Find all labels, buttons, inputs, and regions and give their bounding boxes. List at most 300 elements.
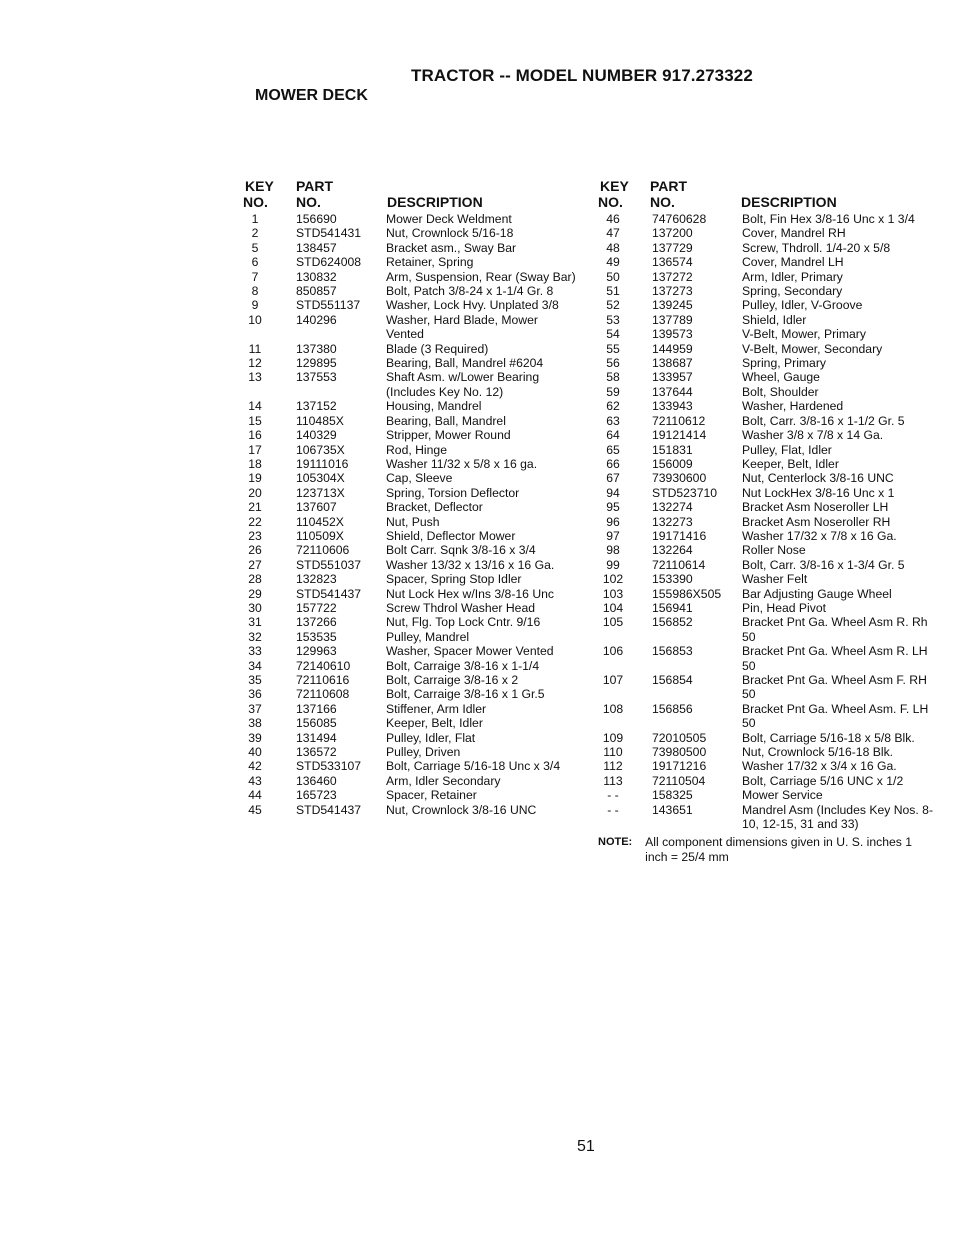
key-number: 8	[251, 284, 259, 299]
key-number: 53	[606, 312, 620, 327]
parts-list-right	[598, 212, 933, 831]
part-number: 156085	[296, 716, 337, 731]
key-number: 94	[606, 485, 620, 500]
part-description: Spacer, Retainer	[386, 788, 477, 803]
part-number: 129895	[296, 356, 337, 371]
key-number: 67	[606, 471, 620, 486]
key-number: 103	[602, 586, 624, 601]
part-number: 156941	[652, 600, 693, 615]
part-row	[598, 731, 933, 745]
part-number: 72110606	[296, 543, 350, 558]
part-description: Mandrel Asm (Includes Key Nos. 8-10, 12-15, 31 and 33)	[742, 802, 934, 832]
dimension-note	[598, 835, 933, 864]
key-number: 32	[248, 629, 262, 644]
key-number: 43	[248, 773, 262, 788]
part-row	[243, 587, 578, 601]
part-description: Arm, Suspension, Rear (Sway Bar)	[386, 269, 576, 284]
part-description: Bolt, Carraige 3/8-16 x 1 Gr.5	[386, 687, 545, 702]
part-number: STD541431	[296, 226, 362, 241]
part-description: Washer, Hard Blade, Mower Vented	[386, 312, 538, 342]
key-number: 64	[606, 428, 620, 443]
part-description: Shaft Asm. w/Lower Bearing (Includes Key No. 12)	[386, 370, 540, 399]
part-row	[243, 270, 578, 284]
key-number: 30	[248, 600, 262, 615]
part-description: Rod, Hinge	[386, 442, 447, 457]
part-number: 143651	[652, 802, 693, 817]
part-description: Bolt, Carriage 5/16-18 Unc x 3/4	[386, 759, 561, 774]
part-description: Bar Adjusting Gauge Wheel	[742, 586, 892, 601]
part-description: Stiffener, Arm Idler	[386, 701, 487, 716]
part-row	[598, 759, 933, 773]
part-description: Blade (3 Required)	[386, 341, 489, 356]
part-number: 137553	[296, 370, 337, 385]
part-row	[598, 428, 933, 442]
part-description: Pulley, Idler, Flat	[386, 730, 476, 745]
part-number: 19171416	[652, 528, 707, 543]
part-description: Bracket Pnt Ga. Wheel Asm. F. LH 50	[742, 701, 929, 731]
part-number: 140329	[296, 428, 337, 443]
part-row	[243, 659, 578, 673]
part-number: 74760628	[652, 212, 707, 226]
key-number: 102	[602, 572, 624, 587]
part-description: Bolt, Carraige 3/8-16 x 2	[386, 673, 519, 687]
part-number: 72110504	[652, 773, 706, 788]
part-description: Bracket Pnt Ga. Wheel Asm R. LH 50	[742, 644, 928, 673]
part-description: Washer 11/32 x 5/8 x 16 ga.	[386, 456, 538, 471]
key-number: 33	[248, 644, 262, 659]
part-number: 133957	[652, 370, 693, 385]
part-description: Pin, Head Pivot	[742, 600, 827, 615]
parts-column-left	[243, 178, 578, 817]
part-number: 72140610	[296, 658, 351, 673]
part-description: Nut, Crownlock 5/16-18 Blk.	[742, 745, 894, 760]
part-row	[598, 241, 933, 255]
part-number: STD541437	[296, 802, 362, 817]
part-row	[598, 486, 933, 500]
part-number: 19111016	[296, 456, 349, 471]
key-number: 45	[248, 802, 262, 817]
column-headers-left	[243, 178, 578, 212]
note-label: NOTE:	[598, 836, 633, 849]
part-row	[243, 457, 578, 471]
part-number: 72110612	[652, 413, 706, 428]
part-row	[243, 630, 578, 644]
part-row	[243, 298, 578, 312]
part-number: 156852	[652, 615, 693, 630]
key-number: 16	[248, 428, 262, 443]
key-number: 23	[248, 528, 262, 543]
part-description: Bolt, Patch 3/8-24 x 1-1/4 Gr. 8	[386, 284, 554, 299]
key-number: 107	[602, 673, 624, 687]
part-description: Mower Service	[742, 788, 823, 803]
part-number: 153535	[296, 629, 337, 644]
part-number: 139573	[652, 327, 693, 342]
part-header: PART	[296, 178, 334, 194]
parts-column-right	[598, 178, 933, 864]
part-row	[243, 414, 578, 428]
key-number: 18	[248, 456, 262, 471]
key-number: 10	[248, 312, 262, 327]
part-description: Washer 3/8 x 7/8 x 14 Ga.	[742, 428, 884, 443]
part-number: 110509X	[296, 528, 344, 543]
part-row	[243, 572, 578, 586]
column-headers-right	[598, 178, 933, 212]
part-number: 132264	[652, 543, 693, 558]
part-row	[243, 788, 578, 802]
key-number: 21	[248, 500, 262, 515]
part-description: Pulley, Mandrel	[386, 629, 470, 644]
part-description: Nut Lock Hex w/Ins 3/8-16 Unc	[386, 586, 554, 601]
key-number: 36	[248, 687, 262, 702]
part-description: Washer Felt	[742, 572, 808, 587]
key-number: 51	[606, 284, 620, 299]
part-header: PART	[650, 178, 688, 194]
note-text: All component dimensions given in U. S. inches 1 inch = 25/4 mm	[645, 835, 913, 864]
part-description: Pulley, Driven	[386, 745, 461, 760]
part-number: 136460	[296, 773, 337, 788]
part-number: 151831	[652, 442, 693, 457]
part-description: Shield, Idler	[742, 312, 807, 327]
part-number: 73930600	[652, 471, 707, 486]
part-row	[598, 543, 933, 557]
part-row	[598, 270, 933, 284]
part-row	[243, 745, 578, 759]
part-number: 130832	[296, 269, 337, 284]
part-description: Bracket Asm Noseroller LH	[742, 500, 889, 515]
part-row	[243, 428, 578, 442]
part-number: 72010505	[652, 730, 707, 745]
part-number: 19121414	[652, 428, 707, 443]
part-description: Washer, Spacer Mower Vented	[386, 644, 554, 659]
part-row	[598, 471, 933, 485]
part-number: 123713X	[296, 485, 345, 500]
part-row	[598, 601, 933, 615]
part-number: 156009	[652, 456, 693, 471]
part-row	[598, 356, 933, 370]
part-description: Cap, Sleeve	[386, 471, 453, 486]
part-number: 137166	[296, 701, 337, 716]
part-number: 137152	[296, 399, 337, 414]
part-description: Pulley, Idler, V-Groove	[742, 298, 863, 313]
part-number: 137380	[296, 341, 337, 356]
key-number: 109	[602, 730, 624, 745]
part-number: STD541437	[296, 586, 362, 601]
part-description: Nut, Crownlock 3/8-16 UNC	[386, 802, 537, 817]
key-number: 62	[606, 399, 620, 414]
part-number: 132273	[652, 514, 693, 529]
part-description: Keeper, Belt, Idler	[386, 716, 483, 731]
part-row	[243, 226, 578, 240]
part-row	[243, 241, 578, 255]
part-row	[598, 414, 933, 428]
part-row	[243, 486, 578, 500]
part-number: 137644	[652, 384, 693, 399]
part-row	[598, 284, 933, 298]
key-number: 46	[606, 212, 620, 226]
key-number: 56	[606, 356, 620, 371]
part-number: 153390	[652, 572, 693, 587]
key-number: 11	[248, 341, 262, 356]
part-description: Bracket asm., Sway Bar	[386, 240, 517, 255]
part-row	[598, 803, 933, 832]
part-number: 155986X505	[652, 586, 722, 601]
part-description: Bolt Carr. Sqnk 3/8-16 x 3/4	[386, 543, 536, 558]
part-row	[598, 399, 933, 413]
key-number: - -	[607, 788, 619, 803]
part-row	[243, 759, 578, 773]
part-number: 157722	[296, 600, 337, 615]
part-description: V-Belt, Mower, Secondary	[742, 341, 883, 356]
key-number: 1	[251, 212, 259, 226]
part-row	[243, 500, 578, 514]
part-description: Bracket Pnt Ga. Wheel Asm R. Rh 50	[742, 615, 928, 644]
part-description: Screw, Thdroll. 1/4-20 x 5/8	[742, 240, 891, 255]
part-row	[598, 226, 933, 240]
key-number: 50	[606, 269, 620, 284]
part-description: Nut, Push	[386, 514, 440, 529]
part-description: Bolt, Carriage 5/16-18 x 5/8 Blk.	[742, 730, 915, 745]
part-description: Shield, Deflector Mower	[386, 528, 516, 543]
part-number: 156856	[652, 701, 693, 716]
part-description: Arm, Idler Secondary	[386, 773, 501, 788]
key-number: 13	[248, 370, 262, 385]
part-description: Nut LockHex 3/8-16 Unc x 1	[742, 485, 895, 500]
part-description: Nut, Centerlock 3/8-16 UNC	[742, 471, 894, 486]
key-number: 49	[606, 255, 620, 270]
key-number: 35	[248, 673, 262, 687]
key-number: 105	[602, 615, 624, 630]
part-row	[243, 370, 578, 399]
part-description: Washer 17/32 x 3/4 x 16 Ga.	[742, 759, 897, 774]
part-row	[598, 529, 933, 543]
part-description: Spacer, Spring Stop Idler	[386, 572, 522, 587]
part-row	[598, 673, 933, 702]
key-number: 47	[606, 226, 620, 241]
part-row	[598, 342, 933, 356]
part-description: Wheel, Gauge	[742, 370, 820, 385]
part-row	[598, 745, 933, 759]
part-description: Bearing, Ball, Mandrel #6204	[386, 356, 544, 371]
key-number: 12	[248, 356, 262, 371]
part-description: Cover, Mandrel LH	[742, 255, 844, 270]
key-number: 40	[248, 745, 262, 760]
part-row	[243, 529, 578, 543]
part-row	[243, 284, 578, 298]
part-number: 137200	[652, 226, 693, 241]
part-number: 129963	[296, 644, 337, 659]
key-no-header: NO.	[598, 194, 623, 210]
part-row	[243, 601, 578, 615]
key-number: 27	[248, 557, 262, 572]
part-number: STD533107	[296, 759, 362, 774]
key-number: 95	[606, 500, 620, 515]
part-description: Bracket Pnt Ga. Wheel Asm F. RH 50	[742, 673, 927, 702]
part-number: STD523710	[652, 485, 718, 500]
part-description: Bearing, Ball, Mandrel	[386, 413, 506, 428]
part-row	[598, 558, 933, 572]
part-number: 138687	[652, 356, 693, 371]
part-row	[243, 687, 578, 701]
part-description: Washer, Lock Hvy. Unplated 3/8	[386, 298, 559, 313]
part-number: 140296	[296, 312, 337, 327]
key-header: KEY	[600, 178, 629, 194]
part-description: Washer, Hardened	[742, 399, 844, 414]
part-row	[598, 644, 933, 673]
part-number: 137273	[652, 284, 693, 299]
part-description: Bolt, Carriage 5/16 UNC x 1/2	[742, 773, 904, 788]
part-row	[243, 515, 578, 529]
part-row	[598, 443, 933, 457]
key-number: 7	[251, 269, 259, 284]
key-header: KEY	[245, 178, 274, 194]
key-number: 99	[606, 557, 620, 572]
part-number: 136574	[652, 255, 693, 270]
part-row	[243, 255, 578, 269]
key-number: 29	[248, 586, 262, 601]
part-description: Pulley, Flat, Idler	[742, 442, 832, 457]
key-number: 14	[248, 399, 262, 414]
part-row	[598, 515, 933, 529]
part-no-header: NO.	[650, 194, 675, 210]
part-description: Spring, Secondary	[742, 284, 843, 299]
part-row	[243, 212, 578, 226]
part-description: Washer 13/32 x 13/16 x 16 Ga.	[386, 557, 555, 572]
part-description: Cover, Mandrel RH	[742, 226, 846, 241]
key-number: 34	[248, 658, 262, 673]
part-row	[598, 313, 933, 327]
part-number: 106735X	[296, 442, 345, 457]
page-number: 51	[577, 1138, 595, 1155]
description-header: DESCRIPTION	[387, 194, 483, 210]
part-description: Housing, Mandrel	[386, 399, 482, 414]
key-number: 17	[248, 442, 262, 457]
part-description: Keeper, Belt, Idler	[742, 456, 839, 471]
part-description: Arm, Idler, Primary	[742, 269, 843, 284]
page-title: TRACTOR -- MODEL NUMBER 917.273322	[411, 66, 753, 85]
key-number: 54	[606, 327, 620, 342]
part-number: STD551037	[296, 557, 362, 572]
key-number: 9	[251, 298, 259, 313]
part-number: 137789	[652, 312, 693, 327]
part-row	[598, 370, 933, 384]
key-number: 66	[606, 456, 620, 471]
part-description: Bracket Asm Noseroller RH	[742, 514, 891, 529]
key-number: 6	[251, 255, 259, 270]
part-row	[598, 212, 933, 226]
part-row	[598, 702, 933, 731]
part-number: 137607	[296, 500, 337, 515]
part-description: V-Belt, Mower, Primary	[742, 327, 866, 342]
part-row	[243, 702, 578, 716]
part-row	[243, 313, 578, 342]
key-number: 20	[248, 485, 262, 500]
part-number: 144959	[652, 341, 693, 356]
key-number: 104	[602, 600, 624, 615]
part-number: 110485X	[296, 413, 344, 428]
key-number: 106	[602, 644, 624, 659]
key-number: 2	[251, 226, 259, 241]
key-number: 55	[606, 341, 620, 356]
part-row	[598, 500, 933, 514]
part-row	[243, 543, 578, 557]
part-row	[243, 731, 578, 745]
part-description: Bolt, Fin Hex 3/8-16 Unc x 1 3/4	[742, 212, 915, 226]
part-row	[243, 399, 578, 413]
part-number: 137266	[296, 615, 337, 630]
part-row	[243, 471, 578, 485]
part-row	[598, 587, 933, 601]
part-description: Stripper, Mower Round	[386, 428, 511, 443]
key-number: 37	[248, 701, 262, 716]
part-number: 156853	[652, 644, 693, 659]
part-description: Bolt, Carr. 3/8-16 x 1-1/2 Gr. 5	[742, 413, 905, 428]
key-number: 97	[606, 528, 620, 543]
key-number: 59	[606, 384, 620, 399]
key-number: 38	[248, 716, 262, 731]
part-row	[243, 673, 578, 687]
part-number: 138457	[296, 240, 337, 255]
part-row	[243, 615, 578, 629]
part-number: 72110614	[652, 557, 706, 572]
part-number: 165723	[296, 788, 337, 803]
key-number: 48	[606, 240, 620, 255]
key-number: 15	[248, 413, 262, 428]
parts-list-left	[243, 212, 578, 817]
part-number: 132823	[296, 572, 337, 587]
part-row	[243, 342, 578, 356]
key-number: 19	[248, 471, 262, 486]
part-number: 139245	[652, 298, 693, 313]
part-number: 156690	[296, 212, 337, 226]
part-description: Retainer, Spring	[386, 255, 474, 270]
key-number: 108	[602, 701, 624, 716]
key-number: 58	[606, 370, 620, 385]
key-number: 52	[606, 298, 620, 313]
key-no-header: NO.	[243, 194, 268, 210]
part-row	[598, 572, 933, 586]
part-number: 72110608	[296, 687, 350, 702]
part-row	[598, 457, 933, 471]
key-number: 39	[248, 730, 262, 745]
key-number: - -	[607, 802, 619, 817]
section-title: MOWER DECK	[255, 87, 368, 104]
key-number: 26	[248, 543, 262, 558]
part-description: Nut, Flg. Top Lock Cntr. 9/16	[386, 615, 541, 630]
key-number: 42	[248, 759, 262, 774]
part-row	[243, 803, 578, 817]
key-number: 31	[248, 615, 262, 630]
part-description: Washer 17/32 x 7/8 x 16 Ga.	[742, 528, 897, 543]
part-description: Spring, Primary	[742, 356, 826, 371]
key-number: 5	[251, 240, 259, 255]
part-number: 110452X	[296, 514, 344, 529]
description-header: DESCRIPTION	[741, 194, 837, 210]
part-row	[598, 615, 933, 644]
part-description: Roller Nose	[742, 543, 806, 558]
part-number: 137272	[652, 269, 693, 284]
part-description: Mower Deck Weldment	[386, 212, 512, 226]
part-row	[243, 716, 578, 730]
part-description: Nut, Crownlock 5/16-18	[386, 226, 514, 241]
part-row	[243, 774, 578, 788]
key-number: 63	[606, 413, 620, 428]
part-row	[598, 385, 933, 399]
part-number: 137729	[652, 240, 693, 255]
part-row	[598, 298, 933, 312]
part-number: 136572	[296, 745, 337, 760]
part-number: 133943	[652, 399, 693, 414]
part-number: STD551137	[296, 298, 361, 313]
